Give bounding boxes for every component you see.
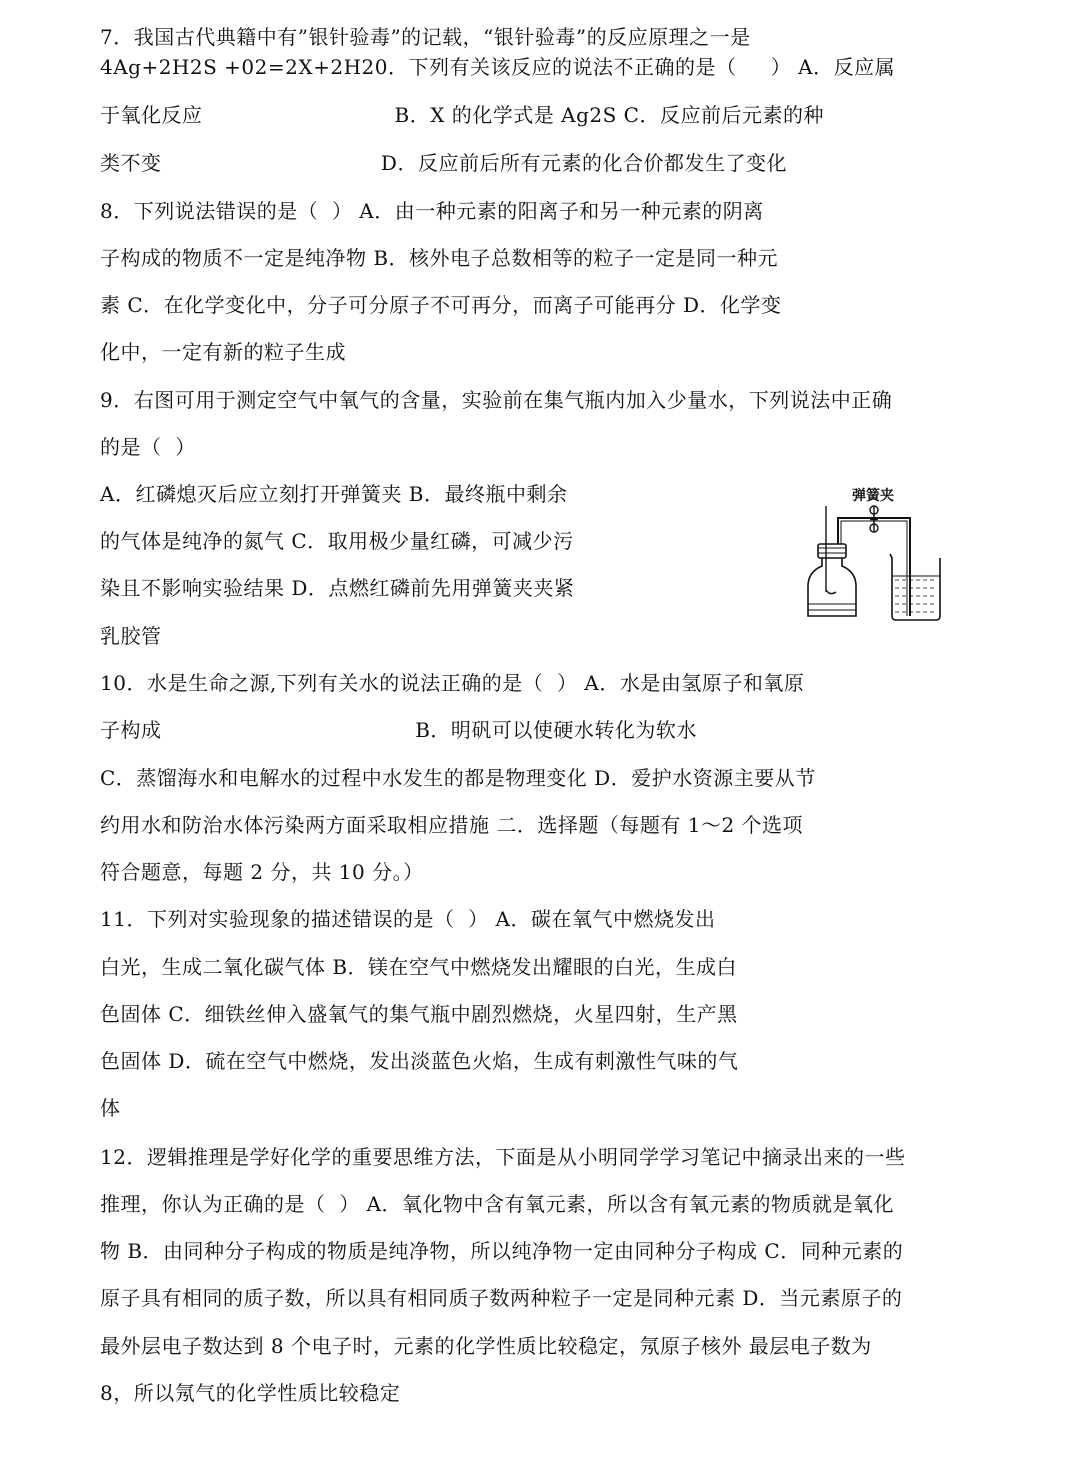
text-line: 素 C．在化学变化中，分子可分原子不可再分，而离子可能再分 D．化学变 — [100, 293, 782, 317]
text-line: 符合题意，每题 2 分，共 10 分。） — [100, 860, 424, 884]
experiment-figure — [800, 484, 955, 624]
text-line: 于氧化反应 B．X 的化学式是 Ag2S C．反应前后元素的种 — [100, 103, 824, 127]
text-line: 原子具有相同的质子数，所以具有相同质子数两种粒子一定是同种元素 D．当元素原子的 — [100, 1286, 903, 1310]
apparatus-diagram — [800, 484, 955, 624]
text-line: 7．我国古代典籍中有”银针验毒”的记载，“银针验毒”的反应原理之一是 — [100, 25, 751, 49]
text-line: 12．逻辑推理是学好化学的重要思维方法，下面是从小明同学学习笔记中摘录出来的一些 — [100, 1145, 906, 1169]
text-line: 的是（ ） — [100, 435, 196, 459]
text-line: 色固体 D．硫在空气中燃烧，发出淡蓝色火焰，生成有刺激性气味的气 — [100, 1049, 739, 1073]
text-line: 8．下列说法错误的是（ ） A．由一种元素的阳离子和另一种元素的阴离 — [100, 199, 764, 223]
text-line: 染且不影响实验结果 D．点燃红磷前先用弹簧夹夹紧 — [100, 576, 575, 600]
beaker — [890, 554, 940, 620]
text-line: 子构成 B．明矾可以使硬水转化为软水 — [100, 718, 697, 742]
text-line: C．蒸馏海水和电解水的过程中水发生的都是物理变化 D．爱护水资源主要从节 — [100, 766, 816, 790]
text-line: 色固体 C．细铁丝伸入盛氧气的集气瓶中剧烈燃烧，火星四射，生产黑 — [100, 1002, 738, 1026]
text-line: 白光，生成二氧化碳气体 B．镁在空气中燃烧发出耀眼的白光，生成白 — [100, 955, 738, 979]
gas-collecting-bottle — [808, 558, 856, 616]
text-line: 乳胶管 — [100, 624, 162, 648]
text-line: 的气体是纯净的氮气 C．取用极少量红磷，可减少污 — [100, 529, 574, 553]
text-line: 物 B．由同种分子构成的物质是纯净物，所以纯净物一定由同种分子构成 C．同种元素的 — [100, 1239, 904, 1263]
text-line: 化中，一定有新的粒子生成 — [100, 340, 346, 364]
text-line: 类不变 D．反应前后所有元素的化合价都发生了变化 — [100, 151, 787, 175]
clamp-label: 弹簧夹 — [852, 488, 894, 504]
text-line: 4Ag+2H2S +02=2X+2H20．下列有关该反应的说法不正确的是（ ） A．反应属 — [100, 55, 896, 79]
text-line: 约用水和防治水体污染两方面采取相应措施 二．选择题（每题有 1～2 个选项 — [100, 813, 804, 837]
text-line: 8，所以氖气的化学性质比较稳定 — [100, 1381, 401, 1405]
text-line: 9．右图可用于测定空气中氧气的含量，实验前在集气瓶内加入少量水，下列说法中正确 — [100, 388, 893, 412]
text-line: 11．下列对实验现象的描述错误的是（ ） A．碳在氧气中燃烧发出 — [100, 907, 716, 931]
text-line: 推理，你认为正确的是（ ） A．氧化物中含有氧元素，所以含有氧元素的物质就是氧化 — [100, 1192, 895, 1216]
delivery-tube — [838, 518, 910, 616]
text-line: 10．水是生命之源,下列有关水的说法正确的是（ ） A．水是由氢原子和氧原 — [100, 671, 805, 695]
spring-clamp-icon — [870, 506, 878, 532]
text-line: 最外层电子数达到 8 个电子时，元素的化学性质比较稳定，氖原子核外 最层电子数为 — [100, 1334, 872, 1358]
rubber-stopper — [818, 544, 846, 558]
text-line: 子构成的物质不一定是纯净物 B．核外电子总数相等的粒子一定是同一种元 — [100, 246, 779, 270]
text-line: A．红磷熄灭后应立刻打开弹簧夹 B．最终瓶中剩余 — [100, 482, 568, 506]
text-line: 体 — [100, 1096, 121, 1120]
